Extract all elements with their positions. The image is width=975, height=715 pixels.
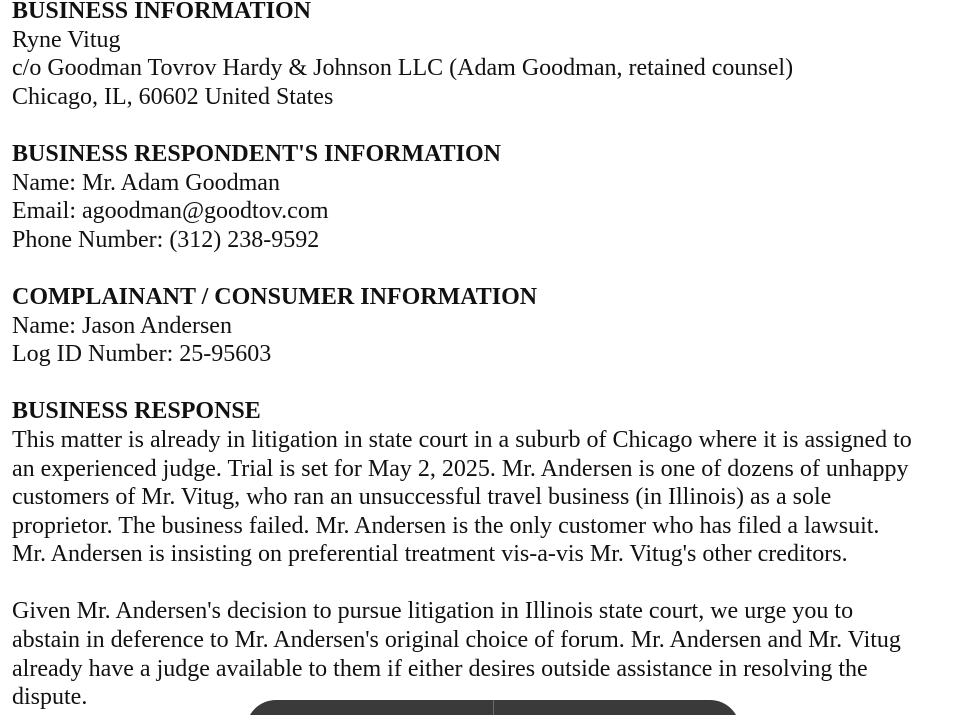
response-paragraph-1 [12, 426, 970, 569]
complainant-log-id: Log ID Number: 25-95603 [12, 341, 272, 368]
paragraph-line: an experienced judge. Trial is set for May 2, 2025. Mr. Andersen is one of dozens of unhappy [12, 455, 909, 482]
paragraph-line: Mr. Andersen is insisting on preferential treatment vis-a-vis Mr. Vitug's other creditors. [12, 541, 848, 568]
business-response-section [12, 397, 970, 712]
business-care-of: c/o Goodman Tovrov Hardy & Johnson LLC (Adam Goodman, retained counsel) [12, 55, 794, 82]
paragraph-line: proprietor. The business failed. Mr. Andersen is the only customer who has filed a lawsuit. [12, 512, 880, 539]
respondent-information-section [12, 140, 970, 254]
toolbar-left-segment[interactable] [246, 700, 493, 715]
business-address: Chicago, IL, 60602 United States [12, 83, 334, 110]
respondent-phone: Phone Number: (312) 238-9592 [12, 226, 320, 253]
paragraph-line: abstain in deference to Mr. Andersen's original choice of forum. Mr. Andersen and Mr. Vitug [12, 627, 901, 654]
paragraph-line: Given Mr. Andersen's decision to pursue litigation in Illinois state court, we urge you to [12, 598, 854, 625]
respondent-name: Name: Mr. Adam Goodman [12, 169, 280, 196]
respondent-information-heading: BUSINESS RESPONDENT'S INFORMATION [12, 140, 501, 167]
paragraph-line: This matter is already in litigation in state court in a suburb of Chicago where it is assigned to [12, 426, 912, 453]
document-page [12, 0, 970, 712]
paragraph-line: dispute. [12, 684, 88, 711]
complainant-name: Name: Jason Andersen [12, 312, 232, 339]
document-viewer-toolbar[interactable] [246, 700, 740, 715]
toolbar-right-segment[interactable] [494, 700, 741, 715]
paragraph-line: already have a judge available to them if either desires outside assistance in resolving the [12, 655, 868, 682]
business-information-section [12, 0, 970, 111]
response-paragraph-2 [12, 597, 970, 711]
complainant-information-heading: COMPLAINANT / CONSUMER INFORMATION [12, 283, 538, 310]
business-name: Ryne Vitug [12, 26, 121, 53]
business-information-heading: BUSINESS INFORMATION [12, 0, 311, 24]
respondent-email: Email: agoodman@goodtov.com [12, 198, 329, 225]
business-response-heading: BUSINESS RESPONSE [12, 398, 261, 425]
complainant-information-section [12, 283, 970, 369]
paragraph-line: customers of Mr. Vitug, who ran an unsuccessful travel business (in Illinois) as a sole [12, 484, 832, 511]
